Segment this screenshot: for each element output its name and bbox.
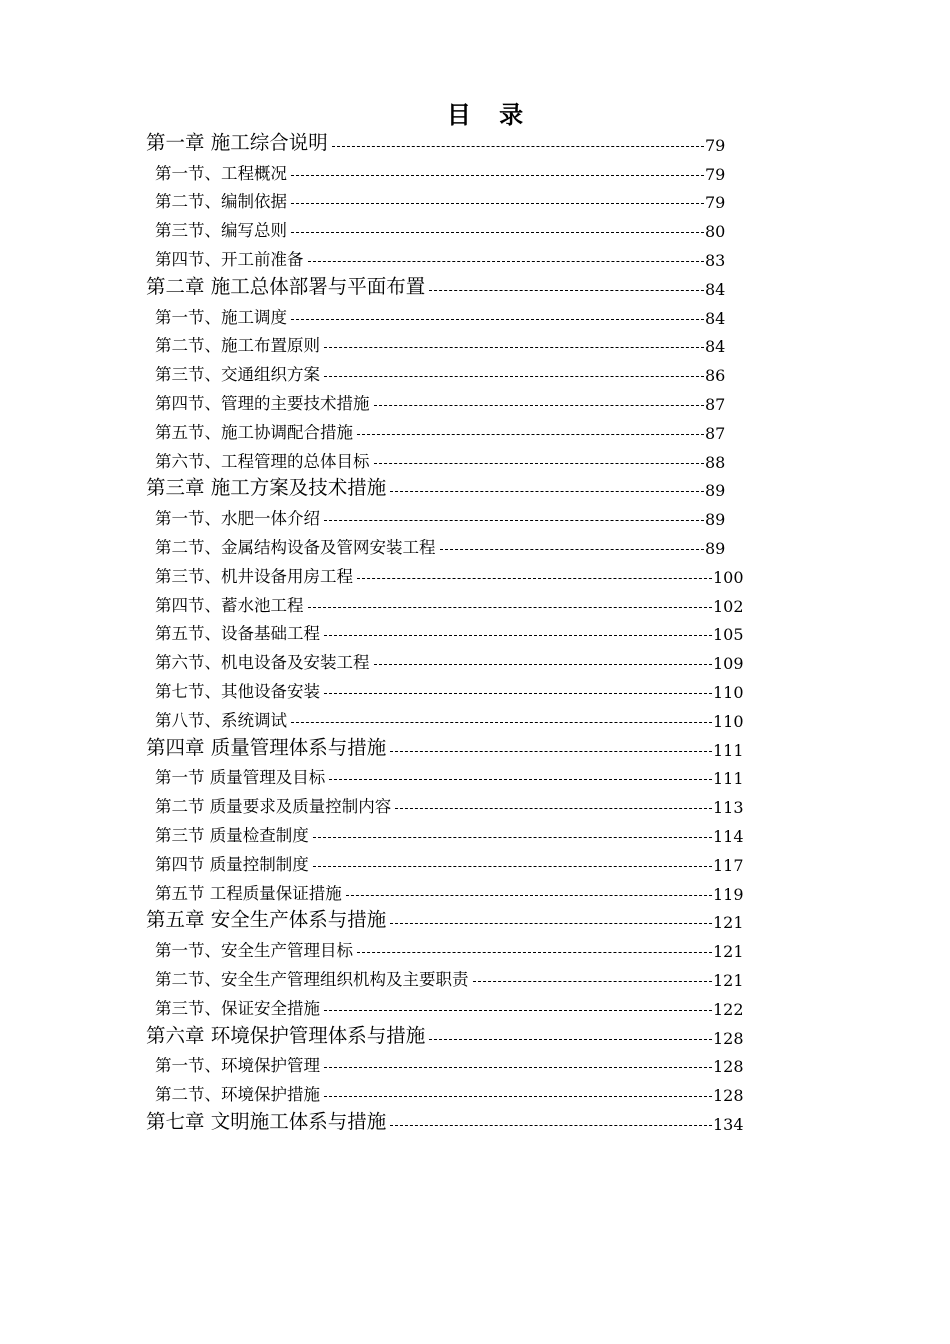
dot-leader: [374, 664, 712, 665]
toc-chapter-entry: [0, 273, 950, 302]
toc-chapter-entry: [0, 1108, 950, 1137]
toc-entry-label: 第五节 工程质量保证措施: [155, 880, 344, 904]
toc-page-number: 128: [713, 1028, 744, 1048]
toc-section-entry: [0, 1079, 950, 1108]
toc-page-number: 100: [713, 567, 744, 587]
toc-page-number: 105: [713, 625, 744, 645]
toc-entry-label: 第二章 施工总体部署与平面布置: [146, 271, 427, 299]
dot-leader: [332, 146, 704, 147]
toc-entry-label: 第一节、环境保护管理: [155, 1052, 322, 1076]
toc-page-number: 128: [713, 1086, 744, 1106]
toc-section-entry: [0, 388, 950, 417]
dot-leader: [390, 491, 704, 492]
toc-entry-label: 第六章 环境保护管理体系与措施: [146, 1020, 427, 1048]
toc-entry-label: 第六节、工程管理的总体目标: [155, 448, 372, 472]
toc-chapter-entry: [0, 1022, 950, 1051]
toc-section-entry: [0, 849, 950, 878]
toc-section-entry: [0, 964, 950, 993]
dot-leader: [374, 405, 704, 406]
dot-leader: [291, 175, 704, 176]
dot-leader: [324, 635, 712, 636]
toc-entry-label: 第四章 质量管理体系与措施: [146, 732, 388, 760]
dot-leader: [390, 1125, 712, 1126]
dot-leader: [313, 866, 712, 867]
dot-leader: [357, 952, 712, 953]
toc-entry-label: 第七章 文明施工体系与措施: [146, 1106, 388, 1134]
toc-entry-label: 第二节、环境保护措施: [155, 1081, 322, 1105]
toc-page-number: 88: [705, 452, 726, 472]
toc-entry-label: 第一节 质量管理及目标: [155, 764, 327, 788]
toc-page-number: 134: [713, 1114, 744, 1134]
dot-leader: [429, 1039, 712, 1040]
toc-section-entry: [0, 158, 950, 187]
toc-entry-label: 第二节 质量要求及质量控制内容: [155, 793, 393, 817]
toc-page-number: 128: [713, 1057, 744, 1077]
toc-entry-label: 第一章 施工综合说明: [146, 127, 330, 155]
dot-leader: [308, 607, 712, 608]
toc-page-number: 83: [705, 250, 726, 270]
toc-page-number: 84: [705, 279, 726, 299]
toc-entry-label: 第一节、安全生产管理目标: [155, 937, 355, 961]
dot-leader: [324, 376, 704, 377]
toc-page-number: 113: [713, 798, 744, 818]
toc-chapter-entry: [0, 129, 950, 158]
toc-page-number: 84: [705, 308, 726, 328]
toc-entry-label: 第二节、安全生产管理组织机构及主要职责: [155, 966, 471, 990]
dot-leader: [346, 895, 712, 896]
table-of-contents: [0, 129, 950, 1137]
toc-page-number: 79: [705, 193, 726, 213]
dot-leader: [357, 578, 712, 579]
toc-page-number: 121: [713, 913, 744, 933]
toc-section-entry: [0, 763, 950, 792]
toc-page-number: 119: [713, 884, 744, 904]
toc-page-number: 86: [705, 366, 726, 386]
toc-entry-label: 第三节、机井设备用房工程: [155, 563, 355, 587]
toc-page-number: 79: [705, 164, 726, 184]
toc-section-entry: [0, 215, 950, 244]
toc-entry-label: 第五章 安全生产体系与措施: [146, 904, 388, 932]
toc-entry-label: 第三节 质量检查制度: [155, 822, 311, 846]
dot-leader: [429, 290, 704, 291]
dot-leader: [324, 1010, 712, 1011]
toc-section-entry: [0, 705, 950, 734]
dot-leader: [291, 232, 704, 233]
toc-entry-label: 第四节、管理的主要技术措施: [155, 390, 372, 414]
dot-leader: [324, 347, 704, 348]
toc-entry-label: 第三节、交通组织方案: [155, 361, 322, 385]
toc-section-entry: [0, 244, 950, 273]
dot-leader: [291, 319, 704, 320]
dot-leader: [324, 520, 704, 521]
toc-section-entry: [0, 1051, 950, 1080]
toc-page-number: 89: [705, 481, 726, 501]
dot-leader: [357, 434, 704, 435]
toc-section-entry: [0, 331, 950, 360]
toc-section-entry: [0, 532, 950, 561]
dot-leader: [308, 261, 704, 262]
toc-page-number: 79: [705, 135, 726, 155]
toc-page-number: 121: [713, 942, 744, 962]
dot-leader: [395, 808, 712, 809]
toc-chapter-entry: [0, 907, 950, 936]
toc-page-number: 111: [713, 740, 744, 760]
toc-page-number: 117: [713, 855, 744, 875]
toc-chapter-entry: [0, 475, 950, 504]
toc-page-number: 102: [713, 596, 744, 616]
toc-section-entry: [0, 619, 950, 648]
toc-section-entry: [0, 503, 950, 532]
toc-entry-label: 第四节、蓄水池工程: [155, 592, 306, 616]
toc-entry-label: 第四节、开工前准备: [155, 246, 306, 270]
toc-page-number: 110: [713, 711, 744, 731]
toc-entry-label: 第一节、施工调度: [155, 304, 289, 328]
toc-page-number: 121: [713, 970, 744, 990]
toc-section-entry: [0, 590, 950, 619]
toc-section-entry: [0, 561, 950, 590]
toc-section-entry: [0, 359, 950, 388]
dot-leader: [473, 981, 712, 982]
toc-section-entry: [0, 302, 950, 331]
toc-entry-label: 第二节、金属结构设备及管网安装工程: [155, 534, 438, 558]
toc-page-number: 80: [705, 222, 726, 242]
toc-title: 目 录: [446, 100, 534, 129]
toc-entry-label: 第三章 施工方案及技术措施: [146, 472, 388, 500]
dot-leader: [291, 722, 712, 723]
toc-entry-label: 第五节、施工协调配合措施: [155, 419, 355, 443]
dot-leader: [390, 923, 712, 924]
dot-leader: [291, 203, 704, 204]
toc-page-number: 89: [705, 538, 726, 558]
toc-entry-label: 第一节、水肥一体介绍: [155, 505, 322, 529]
toc-section-entry: [0, 791, 950, 820]
toc-entry-label: 第四节 质量控制制度: [155, 851, 311, 875]
toc-section-entry: [0, 187, 950, 216]
toc-page-number: 87: [705, 423, 726, 443]
toc-entry-label: 第二节、施工布置原则: [155, 332, 322, 356]
toc-page-number: 84: [705, 337, 726, 357]
toc-section-entry: [0, 993, 950, 1022]
toc-section-entry: [0, 647, 950, 676]
dot-leader: [313, 837, 712, 838]
toc-entry-label: 第三节、编写总则: [155, 217, 289, 241]
dot-leader: [390, 751, 712, 752]
toc-page-number: 89: [705, 510, 726, 530]
toc-page-number: 122: [713, 999, 744, 1019]
dot-leader: [324, 693, 712, 694]
toc-chapter-entry: [0, 734, 950, 763]
dot-leader: [440, 549, 704, 550]
toc-entry-label: 第一节、工程概况: [155, 160, 289, 184]
toc-page-number: 111: [713, 769, 744, 789]
toc-page-number: 110: [713, 682, 744, 702]
toc-section-entry: [0, 820, 950, 849]
toc-section-entry: [0, 935, 950, 964]
dot-leader: [329, 779, 712, 780]
dot-leader: [324, 1096, 712, 1097]
toc-page-number: 109: [713, 654, 744, 674]
toc-page-number: 87: [705, 394, 726, 414]
dot-leader: [374, 463, 704, 464]
toc-section-entry: [0, 417, 950, 446]
toc-entry-label: 第五节、设备基础工程: [155, 620, 322, 644]
toc-entry-label: 第七节、其他设备安装: [155, 678, 322, 702]
toc-page-number: 114: [713, 826, 744, 846]
toc-section-entry: [0, 676, 950, 705]
toc-entry-label: 第二节、编制依据: [155, 188, 289, 212]
toc-section-entry: [0, 446, 950, 475]
toc-entry-label: 第六节、机电设备及安装工程: [155, 649, 372, 673]
dot-leader: [324, 1067, 712, 1068]
toc-entry-label: 第八节、系统调试: [155, 707, 289, 731]
toc-section-entry: [0, 878, 950, 907]
toc-entry-label: 第三节、保证安全措施: [155, 995, 322, 1019]
